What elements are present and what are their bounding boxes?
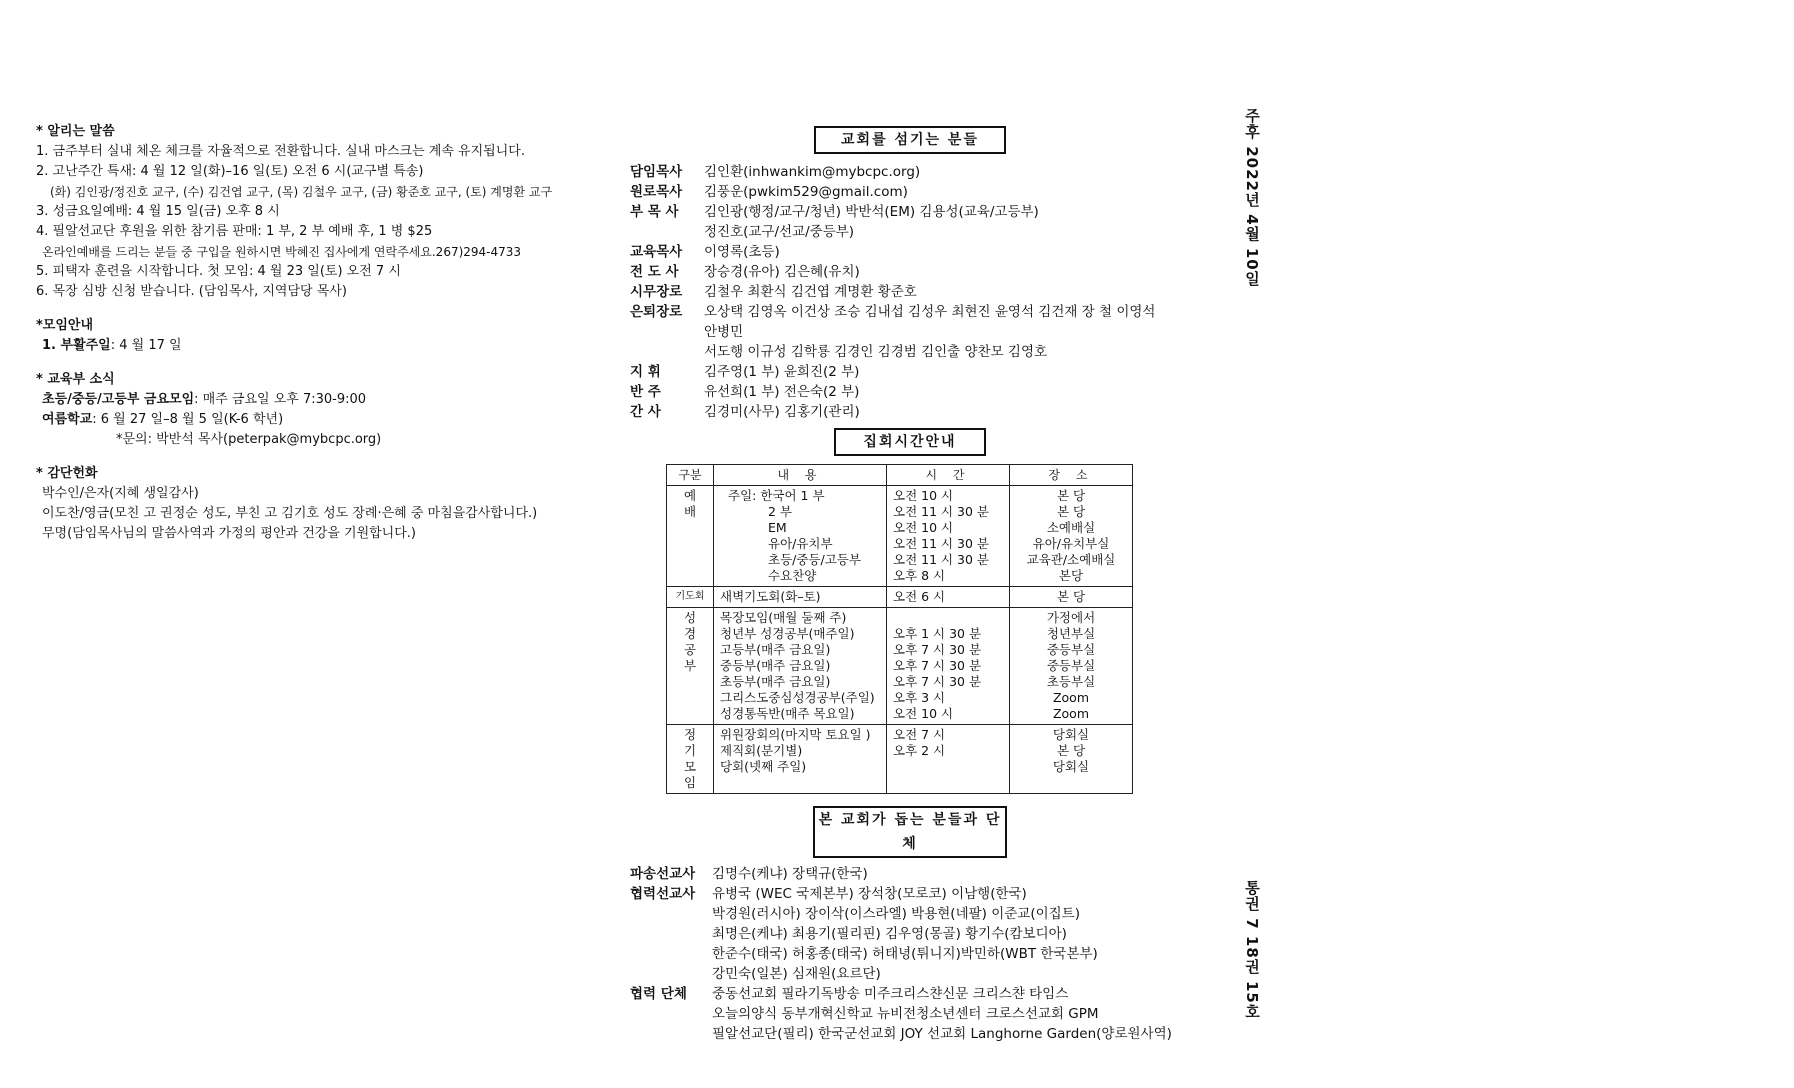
staff-row	[630, 282, 1190, 302]
staff-names: 오상택 김영옥 이건상 조승 김내섭 김성우 최현진 윤영석 김건재 장 철 이영석	[704, 304, 1156, 320]
mission-names: 김명수(케냐) 장택규(한국)	[712, 866, 868, 882]
staff-names: 이영록(초등)	[704, 244, 780, 260]
schedule-content-line: 주일: 한국어 1 부	[728, 488, 825, 503]
thanks-item: 박수인/은자(지혜 생일감사)	[42, 486, 199, 501]
mission-list	[630, 864, 1190, 1044]
schedule-group-label	[667, 725, 714, 794]
schedule-content-line: 당회(넷째 주일)	[720, 759, 807, 774]
staff-names: 김인환(inhwankim@mybcpc.org)	[704, 164, 921, 180]
education-section	[36, 370, 606, 450]
staff-role: 시무장로	[630, 284, 683, 300]
schedule-places-line: 가정에서	[1046, 610, 1096, 625]
staff-list	[630, 162, 1190, 422]
schedule-title: 집회시간안내	[834, 428, 986, 456]
schedule-group-char: 예	[683, 488, 697, 503]
schedule-header: 구분	[667, 465, 714, 486]
staff-names: 정진호(교구/선교/중등부)	[704, 224, 855, 240]
schedule-group-char: 공	[683, 642, 697, 657]
schedule-times-cell	[887, 587, 1010, 608]
schedule-places-line: 본 당	[1056, 488, 1086, 503]
schedule-places-line: 본당	[1058, 568, 1084, 583]
schedule-group-char: 기	[683, 743, 697, 758]
schedule-content-line: 그리스도중심성경공부(주일)	[720, 690, 875, 705]
mission-names: 중동선교회 필라기독방송 미주크리스챤신문 크리스챤 타임스	[712, 986, 1069, 1002]
schedule-times-line: 오전 11 시 30 분	[893, 504, 990, 519]
schedule-group-label	[667, 587, 714, 608]
thanks-heading: * 감단헌화	[36, 466, 98, 481]
schedule-times-line: 오후 7 시 30 분	[893, 642, 982, 657]
schedule-group-char: 경	[683, 626, 697, 641]
staff-names: 김풍운(pwkim529@gmail.com)	[704, 184, 908, 200]
staff-role: 지 휘	[630, 364, 661, 380]
servants-title: 교회를 섬기는 분들	[814, 126, 1006, 154]
staff-names: 김주영(1 부) 윤희진(2 부)	[704, 364, 860, 380]
education-item-label: 여름학교	[42, 412, 93, 427]
mission-row	[630, 864, 1190, 884]
staff-row	[630, 262, 1190, 282]
meetings-heading: *모임안내	[36, 318, 94, 333]
schedule-content-line: 새벽기도회(화–토)	[720, 589, 821, 604]
schedule-places-line: 교육관/소예배실	[1026, 552, 1116, 567]
education-item	[36, 410, 606, 430]
schedule-times-cell	[887, 486, 1010, 587]
staff-role: 담임목사	[630, 164, 683, 180]
schedule-table	[666, 464, 1133, 794]
notice-item: 2. 고난주간 특새: 4 월 12 일(화)–16 일(토) 오전 6 시(교구별 특송)	[36, 164, 424, 179]
schedule-group-char: 기도회	[675, 591, 705, 602]
meeting-item	[36, 336, 606, 356]
bulletin-volume: 통권 7 18권 15호	[1243, 880, 1261, 1020]
schedule-places-cell	[1010, 725, 1133, 794]
schedule-header: 내 용	[714, 465, 887, 486]
schedule-content-cell	[714, 486, 887, 587]
staff-role: 반 주	[630, 384, 661, 400]
schedule-places-line: 청년부실	[1046, 626, 1096, 641]
schedule-header-row	[667, 465, 1133, 486]
staff-role: 부 목 사	[630, 204, 679, 220]
schedule-places-line: 본 당	[1056, 743, 1086, 758]
staff-row	[630, 202, 1190, 222]
schedule-row	[667, 486, 1133, 587]
mission-names: 강민숙(일본) 심재원(요르단)	[712, 966, 881, 982]
schedule-body	[667, 486, 1133, 794]
mission-row	[630, 884, 1190, 904]
schedule-times-line: 오후 1 시 30 분	[893, 626, 982, 641]
schedule-group-label	[667, 608, 714, 725]
staff-role: 원로목사	[630, 184, 683, 200]
mission-role: 협력선교사	[630, 886, 696, 902]
thanks-item: 무명(담임목사님의 말씀사역과 가정의 평안과 건강을 기원합니다.)	[42, 526, 417, 541]
education-heading: * 교육부 소식	[36, 372, 115, 387]
schedule-content-line: 수요찬양	[768, 568, 817, 583]
notice-item: (화) 김인광/정진호 교구, (수) 김건엽 교구, (목) 김철우 교구, (금) 황준호 교구, (토) 계명환 교구	[50, 185, 553, 199]
notices-section	[36, 122, 606, 302]
schedule-content-line: 중등부(매주 금요일)	[720, 658, 831, 673]
mission-names: 필알선교단(필리) 한국군선교회 JOY 선교회 Langhorne Garden(양로원사역)	[712, 1026, 1172, 1042]
schedule-header: 시 간	[887, 465, 1010, 486]
schedule-times-line: 오전 6 시	[893, 589, 946, 604]
schedule-content-line: 초등/중등/고등부	[768, 552, 861, 567]
schedule-times-line: 오전 11 시 30 분	[893, 552, 990, 567]
staff-row	[630, 402, 1190, 422]
schedule-places-line: 유아/유치부실	[1032, 536, 1110, 551]
notices-heading: * 알리는 말씀	[36, 124, 115, 139]
schedule-places-line: 중등부실	[1046, 658, 1096, 673]
schedule-content-cell	[714, 587, 887, 608]
schedule-content-line: 제직회(분기별)	[720, 743, 803, 758]
schedule-group-char: 정	[683, 727, 697, 742]
schedule-times-cell	[887, 608, 1010, 725]
schedule-places-line: 당회실	[1052, 759, 1090, 774]
notice-item: 6. 목장 심방 신청 받습니다. (담임목사, 지역담당 목사)	[36, 284, 347, 299]
meetings-section	[36, 316, 606, 356]
bulletin-date: 주후 2022년 4월 10일	[1243, 108, 1261, 287]
schedule-times-line: 오후 7 시 30 분	[893, 674, 982, 689]
schedule-places-line: 본 당	[1056, 589, 1086, 604]
schedule-content-line: 2 부	[768, 504, 793, 519]
schedule-group-char: 임	[683, 775, 697, 790]
staff-names: 김경미(사무) 김홍기(관리)	[704, 404, 860, 420]
notice-item: 3. 성금요일예배: 4 월 15 일(금) 오후 8 시	[36, 204, 280, 219]
schedule-content-line: 목장모임(매월 둘째 주)	[720, 610, 847, 625]
schedule-group-char: 부	[683, 658, 697, 673]
schedule-times-line: 오전 11 시 30 분	[893, 536, 990, 551]
schedule-places-line: 중등부실	[1046, 642, 1096, 657]
mission-title: 본 교회가 돕는 분들과 단체	[813, 806, 1007, 858]
schedule-times-line: 오후 8 시	[893, 568, 946, 583]
schedule-times-line: 오전 7 시	[893, 727, 946, 742]
schedule-content-line: 위원장회의(마지막 토요일 )	[720, 727, 871, 742]
staff-names: 장승경(유아) 김은혜(유치)	[704, 264, 860, 280]
staff-row	[630, 182, 1190, 202]
staff-row	[630, 302, 1190, 322]
mission-section	[630, 806, 1190, 1044]
schedule-places-line: 초등부실	[1046, 674, 1096, 689]
schedule-times-line	[893, 759, 1003, 775]
schedule-times-line: 오전 10 시	[893, 520, 954, 535]
church-info-column	[630, 126, 1190, 1044]
mission-role: 협력 단체	[630, 986, 687, 1002]
staff-names: 유선희(1 부) 전은숙(2 부)	[704, 384, 860, 400]
schedule-times-line: 오후 7 시 30 분	[893, 658, 982, 673]
thanks-item: 이도찬/영금(모친 고 권정순 성도, 부친 고 김기호 성도 장례·은혜 중 마침을감사합니다.)	[42, 506, 538, 521]
schedule-row	[667, 725, 1133, 794]
schedule-places-cell	[1010, 587, 1133, 608]
schedule-group-char: 배	[683, 504, 697, 519]
schedule-places-cell	[1010, 486, 1133, 587]
schedule-header: 장 소	[1010, 465, 1133, 486]
schedule-content-line: 고등부(매주 금요일)	[720, 642, 831, 657]
schedule-content-line: 성경통독반(매주 목요일)	[720, 706, 855, 721]
schedule-times-line: 오후 3 시	[893, 690, 946, 705]
announcements-column	[36, 122, 606, 558]
staff-row	[630, 382, 1190, 402]
mission-names: 최명은(케냐) 최용기(필리핀) 김우영(몽골) 황기수(캄보디아)	[712, 926, 1067, 942]
mission-names: 오늘의양식 동부개혁신학교 뉴비전청소년센터 크로스선교회 GPM	[712, 1006, 1099, 1022]
mission-role: 파송선교사	[630, 866, 696, 882]
staff-names: 김철우 최환식 김건엽 계명환 황준호	[704, 284, 917, 300]
staff-row	[630, 362, 1190, 382]
staff-role: 간 사	[630, 404, 661, 420]
meeting-item-value: : 4 월 17 일	[110, 338, 182, 353]
schedule-row	[667, 608, 1133, 725]
schedule-group-label	[667, 486, 714, 587]
mission-names: 한준수(태국) 허홍종(태국) 허태녕(튀니지)박민하(WBT 한국본부)	[712, 946, 1098, 962]
thanks-section	[36, 464, 606, 544]
notice-item: 1. 금주부터 실내 체온 체크를 자율적으로 전환합니다. 실내 마스크는 계속 유지됩니다.	[36, 144, 525, 159]
mission-row	[630, 984, 1190, 1004]
education-item-label: 초등/중등/고등부 금요모임	[42, 392, 195, 407]
mission-names: 유병국 (WEC 국제본부) 장석창(모로코) 이남행(한국)	[712, 886, 1027, 902]
staff-row	[630, 162, 1190, 182]
staff-row	[630, 242, 1190, 262]
schedule-times-cell	[887, 725, 1010, 794]
education-item	[36, 390, 606, 410]
education-item-value: : 6 월 27 일–8 월 5 일(K-6 학년)	[92, 412, 284, 427]
schedule-places-cell	[1010, 608, 1133, 725]
schedule-places-line: Zoom	[1052, 690, 1090, 705]
notice-item: 온라인예배를 드리는 분들 중 구입을 원하시면 박혜진 집사에게 연락주세요.267)294-4733	[42, 245, 522, 259]
staff-names: 안병민	[704, 324, 744, 340]
meeting-item-label: 1. 부활주일	[42, 338, 111, 353]
schedule-content-line: 유아/유치부	[768, 536, 833, 551]
schedule-group-char: 모	[683, 759, 697, 774]
schedule-places-line: 당회실	[1052, 727, 1090, 742]
schedule-places-line: 소예배실	[1046, 520, 1096, 535]
schedule-times-line: 오전 10 시	[893, 488, 954, 503]
schedule-content-line: 청년부 성경공부(매주일)	[720, 626, 855, 641]
staff-names: 서도행 이규성 김학룡 김경인 김경범 김인출 양찬모 김영호	[704, 344, 1048, 360]
schedule-content-cell	[714, 608, 887, 725]
notice-item: 5. 피택자 훈련을 시작합니다. 첫 모임: 4 월 23 일(토) 오전 7 시	[36, 264, 401, 279]
schedule-places-line: 본 당	[1056, 504, 1086, 519]
staff-role: 교육목사	[630, 244, 683, 260]
schedule-content-line: 초등부(매주 금요일)	[720, 674, 831, 689]
staff-role: 전 도 사	[630, 264, 679, 280]
staff-names: 김인광(행정/교구/청년) 박반석(EM) 김용성(교육/고등부)	[704, 204, 1039, 220]
schedule-times-line: 오후 2 시	[893, 743, 946, 758]
schedule-times-line: 오전 10 시	[893, 706, 954, 721]
schedule-times-line	[893, 610, 1003, 626]
schedule-content-cell	[714, 725, 887, 794]
education-contact: *문의: 박반석 목사(peterpak@mybcpc.org)	[116, 432, 382, 447]
mission-names: 박경원(러시아) 장이삭(이스라엘) 박용현(네팔) 이준교(이집트)	[712, 906, 1080, 922]
schedule-group-char: 성	[683, 610, 697, 625]
schedule-row	[667, 587, 1133, 608]
education-item-value: : 매주 금요일 오후 7:30-9:00	[194, 392, 367, 407]
schedule-content-line: EM	[768, 520, 787, 535]
schedule-places-line: Zoom	[1052, 706, 1090, 721]
notice-item: 4. 필알선교단 후원을 위한 참기름 판매: 1 부, 2 부 예배 후, 1 병 $25	[36, 224, 433, 239]
staff-role: 은퇴장로	[630, 304, 683, 320]
